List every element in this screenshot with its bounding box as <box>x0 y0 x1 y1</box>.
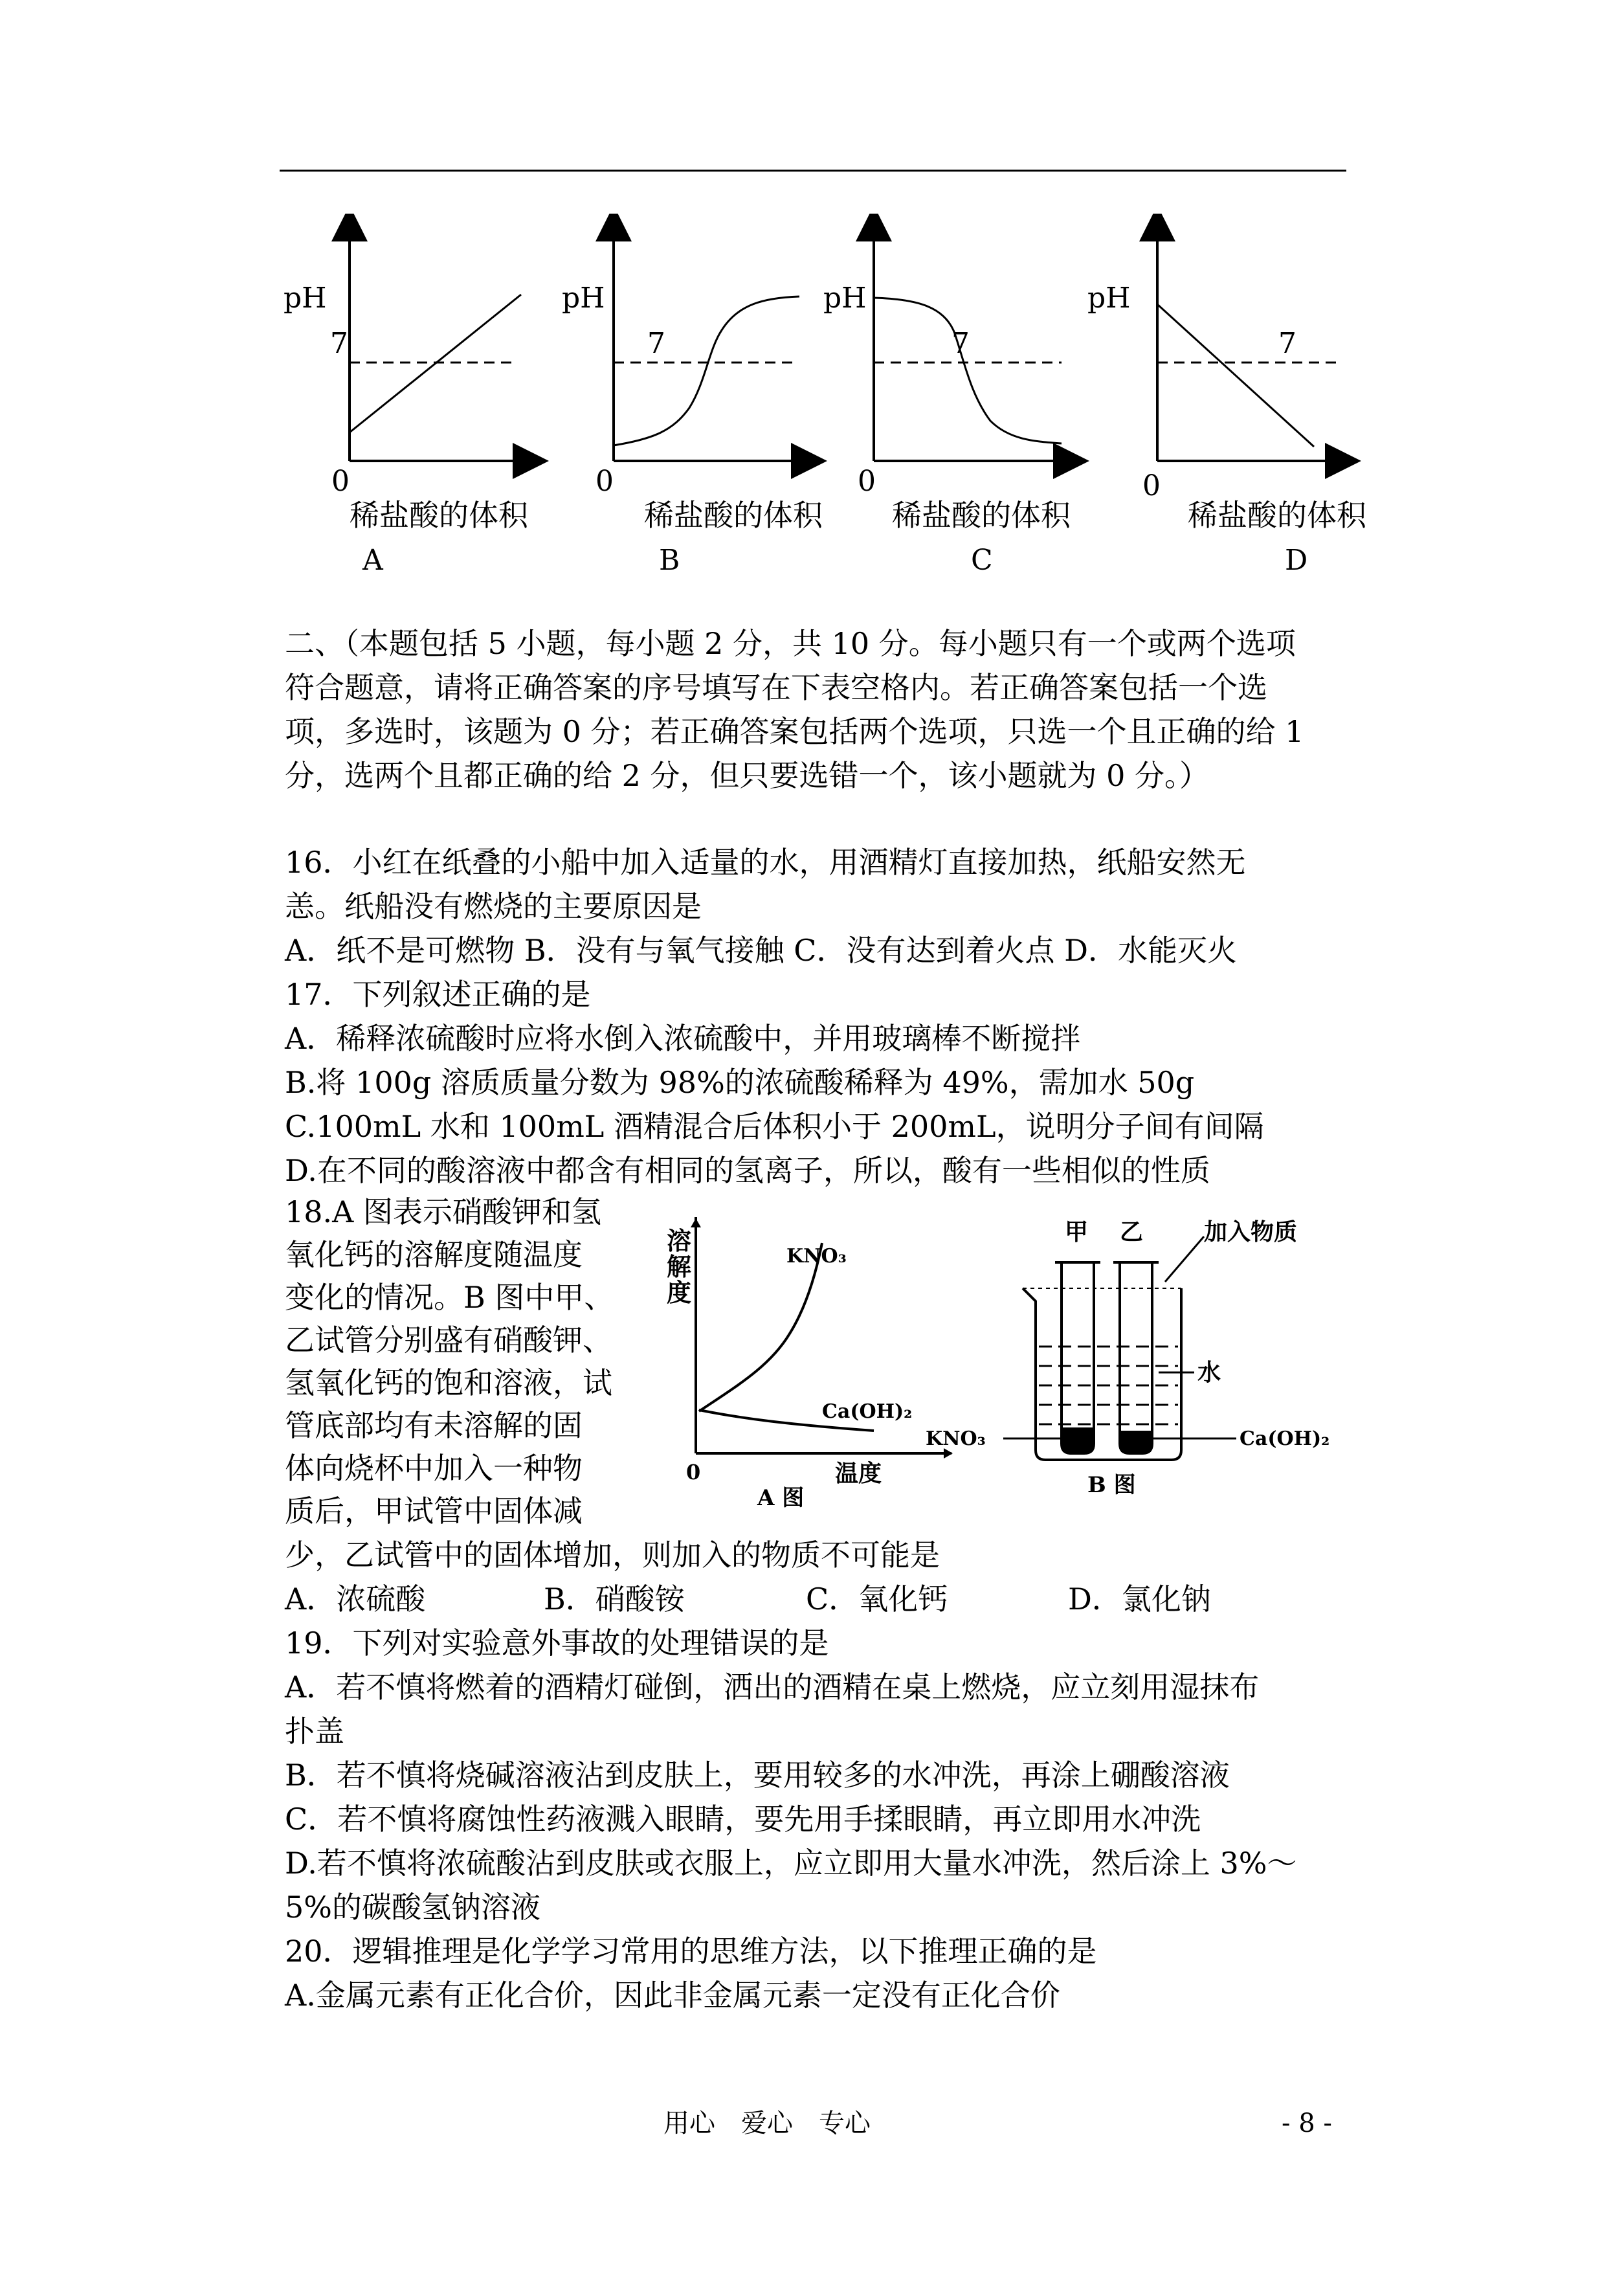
question-stem: 少，乙试管中的固体增加，则加入的物质不可能是 <box>285 1538 940 1572</box>
option-label: D <box>1285 544 1308 577</box>
added-substance-label: 加入物质 <box>1204 1218 1298 1246</box>
question-stem: 18.A 图表示硝酸钾和氢 <box>285 1194 601 1229</box>
beaker <box>1023 1288 1181 1460</box>
ph-graphs <box>0 214 1624 589</box>
series-label-caoh2: Ca(OH)₂ <box>822 1400 913 1423</box>
tube-label-jia: 甲 <box>1065 1218 1089 1246</box>
question-options: A．纸不是可燃物 B．没有与氧气接触 C．没有达到着火点 D．水能灭火 <box>285 933 1237 968</box>
x-axis-label: 稀盐酸的体积 <box>350 498 528 533</box>
footer-motto: 用心 爱心 专心 <box>663 2108 871 2138</box>
origin-label: 0 <box>858 465 876 498</box>
option-b: B．硝酸铵 <box>544 1582 685 1616</box>
origin-label: 0 <box>331 465 350 498</box>
option-d-cont: 5%的碳酸氢钠溶液 <box>285 1890 540 1925</box>
ph-graph-b <box>562 223 823 577</box>
caoh2-label: Ca(OH)₂ <box>1240 1427 1330 1450</box>
figure-caption: B 图 <box>1087 1472 1136 1498</box>
neutral-label: 7 <box>951 327 970 360</box>
y-axis-label: 解 <box>667 1252 692 1281</box>
question-stem: 变化的情况。B 图中甲、 <box>285 1280 614 1315</box>
option-c: C．氧化钙 <box>806 1582 948 1616</box>
neutral-label: 7 <box>1278 327 1296 360</box>
ph-label: pH <box>823 282 867 315</box>
ph-label: pH <box>1087 282 1131 315</box>
option-a: A．若不慎将燃着的酒精灯碰倒，洒出的酒精在桌上燃烧，应立刻用湿抹布 <box>285 1670 1260 1705</box>
x-axis-label: 稀盐酸的体积 <box>892 498 1071 533</box>
origin-label: 0 <box>1142 469 1161 502</box>
option-a: A．稀释浓硫酸时应将水倒入浓硫酸中，并用玻璃棒不断搅拌 <box>285 1021 1081 1056</box>
neutral-label: 7 <box>330 327 348 360</box>
question-stem: 氧化钙的溶解度随温度 <box>285 1237 583 1272</box>
option-label: C <box>971 544 993 577</box>
section-line: 符合题意，请将正确答案的序号填写在下表空格内。若正确答案包括一个选 <box>285 670 1267 705</box>
tube-label-yi: 乙 <box>1120 1218 1144 1246</box>
ph-label: pH <box>562 282 605 315</box>
kno3-curve <box>699 1243 822 1411</box>
ph-graph-d <box>1087 223 1367 577</box>
section-line: 项，多选时，该题为 0 分；若正确答案包括两个选项，只选一个且正确的给 1 <box>285 714 1304 749</box>
series-label-kno3: KNO₃ <box>786 1245 847 1268</box>
option-d: D．氯化钠 <box>1068 1582 1211 1616</box>
origin-label: 0 <box>595 465 614 498</box>
option-c: C.100mL 水和 100mL 酒精混合后体积小于 200mL，说明分子间有间隔 <box>285 1109 1264 1144</box>
question-stem: 体向烧杯中加入一种物 <box>285 1451 583 1486</box>
section-line: 二、（本题包括 5 小题，每小题 2 分，共 10 分。每小题只有一个或两个选项 <box>285 626 1296 661</box>
ph-graph-c <box>823 223 1071 577</box>
ph-curve-c <box>874 298 1062 443</box>
water <box>1039 1347 1178 1424</box>
header-rule <box>280 170 1346 172</box>
option-d: D.在不同的酸溶液中都含有相同的氢离子，所以，酸有一些相似的性质 <box>285 1153 1210 1188</box>
section-line: 分，选两个且都正确的给 2 分，但只要选错一个，该小题就为 0 分。） <box>285 758 1210 793</box>
ph-label: pH <box>284 282 327 315</box>
y-axis-label: 溶 <box>667 1226 692 1255</box>
option-a: A．浓硫酸 <box>285 1582 426 1616</box>
option-d: D.若不慎将浓硫酸沾到皮肤或衣服上，应立即用大量水冲洗，然后涂上 3%～ <box>285 1846 1297 1881</box>
page-number: - 8 - <box>1282 2108 1332 2138</box>
question-stem: 19．下列对实验意外事故的处理错误的是 <box>285 1626 829 1661</box>
option-c: C．若不慎将腐蚀性药液溅入眼睛，要先用手揉眼睛，再立即用水冲洗 <box>285 1802 1201 1837</box>
kno3-label: KNO₃ <box>926 1427 986 1450</box>
option-a: A.金属元素有正化合价，因此非金属元素一定没有正化合价 <box>285 1978 1060 2013</box>
figure-caption: A 图 <box>757 1485 805 1511</box>
question-stem: 20．逻辑推理是化学学习常用的思维方法，以下推理正确的是 <box>285 1934 1097 1969</box>
option-a-cont: 扑盖 <box>285 1714 344 1749</box>
question-stem: 氢氧化钙的饱和溶液，试 <box>285 1365 612 1400</box>
option-b: B．若不慎将烧碱溶液沾到皮肤上，要用较多的水冲洗，再涂上硼酸溶液 <box>285 1758 1230 1793</box>
y-axis-label: 度 <box>667 1278 692 1307</box>
option-label: A <box>362 544 383 577</box>
water-label: 水 <box>1197 1359 1221 1386</box>
ph-curve-d <box>1157 304 1314 447</box>
x-axis-label: 稀盐酸的体积 <box>644 498 823 533</box>
question-stem: 17．下列叙述正确的是 <box>285 977 591 1012</box>
ph-graph-a <box>284 223 531 577</box>
question-stem: 质后，甲试管中固体减 <box>285 1493 583 1528</box>
neutral-label: 7 <box>647 327 665 360</box>
figure-b-beaker <box>926 1204 1353 1515</box>
question-stem: 乙试管分别盛有硝酸钾、 <box>285 1323 612 1358</box>
origin-label: 0 <box>686 1460 701 1484</box>
question-stem: 管底部均有未溶解的固 <box>285 1408 583 1443</box>
ph-curve-b <box>614 296 799 445</box>
x-axis-label: 稀盐酸的体积 <box>1188 498 1366 533</box>
question-stem: 16．小红在纸叠的小船中加入适量的水，用酒精灯直接加热，纸船安然无 <box>285 845 1246 880</box>
option-b: B.将 100g 溶质质量分数为 98%的浓硫酸稀释为 49%，需加水 50g <box>285 1065 1195 1100</box>
question-stem: 恙。纸船没有燃烧的主要原因是 <box>285 889 702 924</box>
option-label: B <box>659 544 680 577</box>
x-axis-label: 温度 <box>835 1460 882 1487</box>
